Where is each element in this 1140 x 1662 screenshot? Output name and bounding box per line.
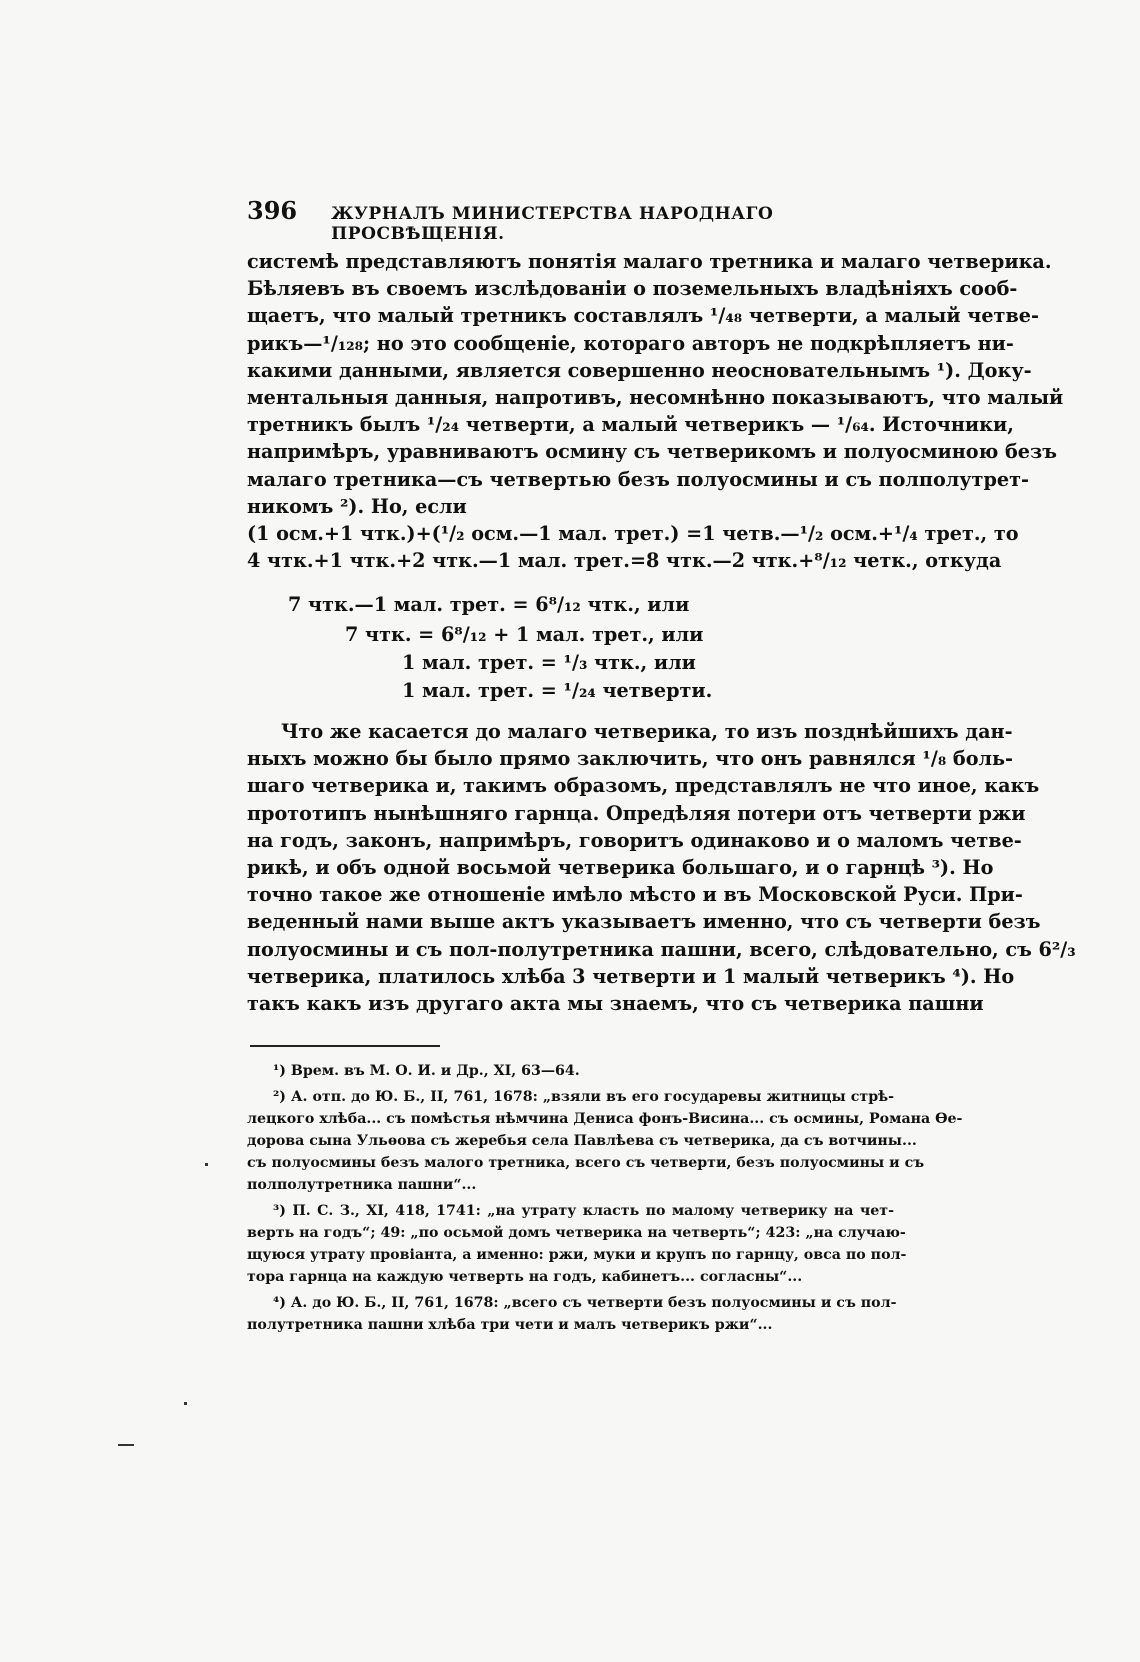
footnotes <box>247 1060 963 1340</box>
text-line: третникъ былъ ¹/₂₄ четверти, а малый четверикъ — ¹/₆₄. Источники, <box>247 413 1014 437</box>
running-title: ЖУРНАЛЪ МИНИСТЕРСТВА НАРОДНАГО ПРОСВѢЩЕНІЯ. <box>331 204 774 244</box>
formula-line-4: 1 мал. трет. = ¹/₂₄ четверти. <box>402 679 713 702</box>
equation-line: (1 осм.+1 чтк.)+(¹/₂ осм.—1 мал. трет.) =1 четв.—¹/₂ осм.+¹/₄ трет., то <box>247 522 1019 546</box>
footnote-line: дорова сына Ульѳова съ жеребья села Павлѣева съ четверика, да съ вотчины... <box>247 1133 917 1149</box>
text-line: Что же касается до малаго четверика, то изъ позднѣйшихъ дан- <box>281 720 1013 743</box>
footnote-3 <box>247 1200 907 1288</box>
text-line: точно такое же отношеніе имѣло мѣсто и въ Московской Руси. При- <box>247 883 1023 907</box>
text-line: какими данными, является совершенно неосновательнымъ ¹). Доку- <box>247 358 1032 382</box>
equation-line: 4 чтк.+1 чтк.+2 чтк.—1 мал. трет.=8 чтк.—2 чтк.+⁸/₁₂ четк., откуда <box>247 549 1002 573</box>
footnote-line: ⁴) А. до Ю. Б., II, 761, 1678: „всего съ четверти безъ полуосмины и съ пол- <box>273 1295 897 1311</box>
text-line: шаго четверика и, такимъ образомъ, представлялъ не что иное, какъ <box>247 774 1040 798</box>
text-line: щаетъ, что малый третникъ составлялъ ¹/₄₈ четверти, а малый четве- <box>247 304 1039 328</box>
text-line: рикъ—¹/₁₂₈; но это сообщеніе, котораго авторъ не подкрѣпляетъ ни- <box>247 331 1014 355</box>
text-line: полуосмины и съ пол-полутретника пашни, всего, слѣдовательно, съ 6²/₃ <box>247 937 1076 961</box>
footnote-4 <box>247 1292 897 1336</box>
text-line: четверика, платилось хлѣба 3 четверти и 1 малый четверикъ ⁴). Но <box>247 964 1015 988</box>
footnote-line: съ полуосмины безъ малого третника, всего съ четверти, безъ полуосмины и съ <box>247 1155 925 1171</box>
footnote-2 <box>247 1086 963 1196</box>
text-line: на годъ, законъ, напримѣръ, говоритъ одинаково и о маломъ четве- <box>247 828 1022 852</box>
footnote-separator <box>250 1045 440 1047</box>
footnote-line: верть на годъ“; 49: „по осьмой домъ четверика на четверть“; 423: „на случаю- <box>247 1225 906 1241</box>
page-number: 396 <box>247 196 298 225</box>
text-line: рикѣ, и объ одной восьмой четверика большаго, и о гарнцѣ ³). Но <box>247 856 994 880</box>
paragraph-1 <box>247 248 1064 574</box>
scan-speck <box>205 1163 208 1166</box>
footnote-line: полутретника пашни хлѣба три чети и малъ четверикъ ржи“... <box>247 1317 773 1333</box>
footnote-line: ³) П. С. З., XI, 418, 1741: „на утрату класть по малому четверику на чет- <box>273 1203 894 1219</box>
footnote-line: полполутретника пашни“... <box>247 1177 477 1193</box>
formula-line-2: 7 чтк. = 6⁸/₁₂ + 1 мал. трет., или <box>345 623 704 646</box>
text-line: системѣ представляютъ понятія малаго третника и малаго четверика. <box>247 250 1052 273</box>
paragraph-2 <box>247 718 1076 1017</box>
text-line: напримѣръ, уравниваютъ осмину съ четверикомъ и полуосминою безъ <box>247 440 1057 464</box>
text-line: Бѣляевъ въ своемъ изслѣдованіи о поземельныхъ владѣніяхъ сооб- <box>247 277 1018 301</box>
footnote-line: ¹) Врем. въ М. О. И. и Др., XI, 63—64. <box>273 1063 580 1079</box>
footnote-line: щуюся утрату провіанта, а именно: ржи, муки и крупъ по гарнцу, овса по пол- <box>247 1247 907 1263</box>
text-line: такъ какъ изъ другаго акта мы знаемъ, что съ четверика пашни <box>247 992 984 1016</box>
scan-speck <box>184 1402 187 1405</box>
text-line: никомъ ²). Но, если <box>247 494 467 518</box>
text-line: веденный нами выше актъ указываетъ именно, что съ четверти безъ <box>247 910 1041 934</box>
footnote-line: тора гарнца на каждую четверть на годъ, кабинетъ... согласны“... <box>247 1269 803 1285</box>
text-line: малаго третника—съ четвертью безъ полуосмины и съ полполутрет- <box>247 467 1029 491</box>
formula-line-3: 1 мал. трет. = ¹/₃ чтк., или <box>402 651 696 674</box>
text-line: ментальныя данныя, напротивъ, несомнѣнно показываютъ, что малый <box>247 386 1064 410</box>
text-line: ныхъ можно бы было прямо заключить, что онъ равнялся ¹/₈ боль- <box>247 747 1014 771</box>
footnote-line: ²) А. отп. до Ю. Б., II, 761, 1678: „взяли въ его государевы житницы стрѣ- <box>273 1089 894 1105</box>
scan-dash-mark <box>118 1444 134 1446</box>
page-header <box>247 196 887 244</box>
text-line: прототипъ нынѣшняго гарнца. Опредѣляя потери отъ четверти ржи <box>247 801 1026 825</box>
formula-line-1: 7 чтк.—1 мал. трет. = 6⁸/₁₂ чтк., или <box>288 593 690 616</box>
footnote-line: лецкого хлѣба... съ помѣстья нѣмчина Дениса фонъ-Висина... съ осмины, Романа Ѳе- <box>247 1111 963 1127</box>
footnote-1 <box>247 1060 894 1082</box>
